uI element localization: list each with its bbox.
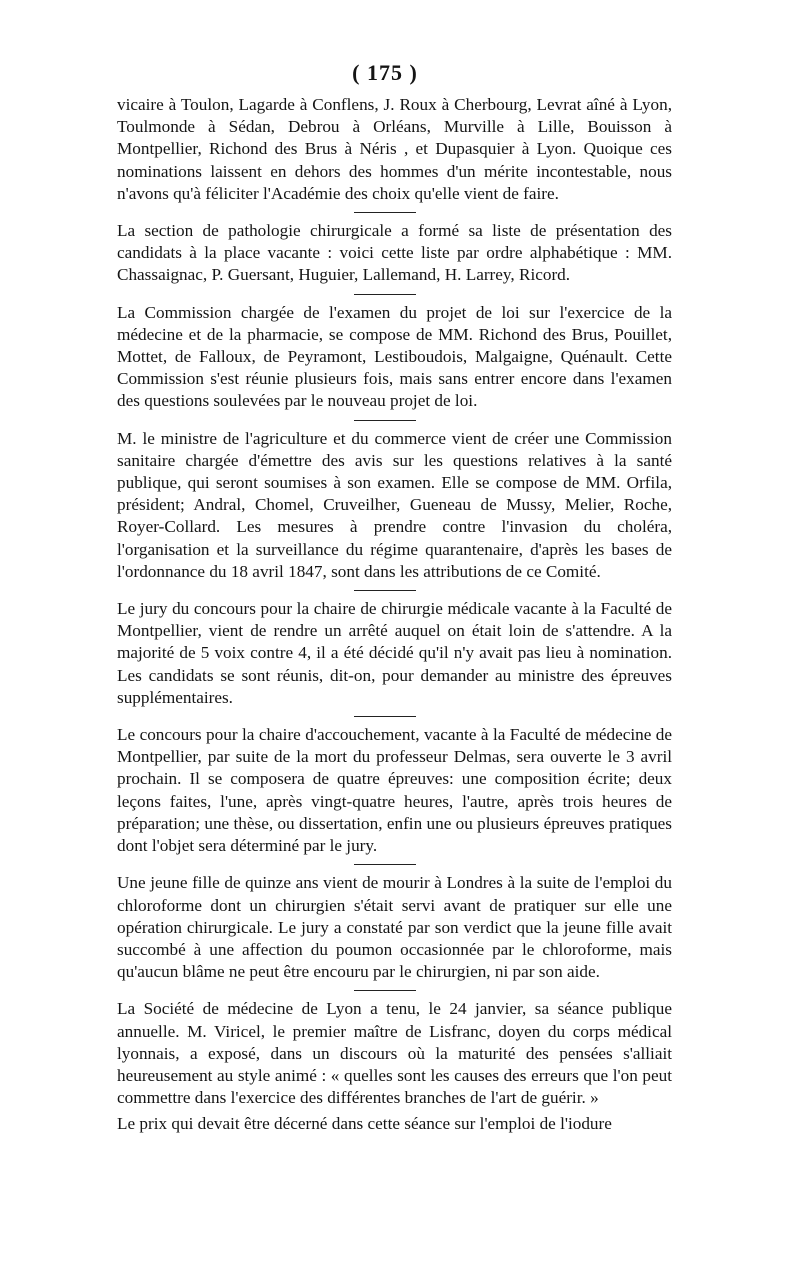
paragraph-societe-lyon: La Société de médecine de Lyon a tenu, le 24 janvier, sa séance publique annuelle. M. Viricel, le premier maître de Lisfranc, doyen du corps médical lyonnais, a exposé, dans un discours où la maturité des pensées s'alliait heureusement au style animé : « quelles sont les causes des erreurs que l'on peut commettre dans l'exercice des différentes branches de l'art de guérir. » bbox=[117, 999, 672, 1108]
page-number: ( 175 ) bbox=[352, 60, 418, 85]
separator-rule bbox=[354, 590, 416, 591]
paragraph-pathologie-chirurgicale: La section de pathologie chirurgicale a formé sa liste de présentation des candidats à la place vacante : voici cette liste par ordre alphabétique : MM. Chassaignac, P. Guersant, Huguier, Lallemand, H. Larrey, Ricord. bbox=[117, 221, 672, 285]
paragraph-prix-iodure: Le prix qui devait être décerné dans cette séance sur l'emploi de l'iodure bbox=[117, 1114, 612, 1134]
separator-rule bbox=[354, 864, 416, 865]
paragraph-jury-chirurgie: Le jury du concours pour la chaire de chirurgie médicale vacante à la Faculté de Montpellier, vient de rendre un arrêté auquel on était loin de s'attendre. A la majorité de 5 voix contre 4, il a été décidé qu'il n'y avait pas lieu à nomination. Les candidats se sont réunis, dit-on, pour demander au ministre des épreuves supplémentaires. bbox=[117, 599, 672, 707]
separator-rule bbox=[354, 990, 416, 991]
separator-rule bbox=[354, 716, 416, 717]
paragraph-commission-sanitaire: M. le ministre de l'agriculture et du commerce vient de créer une Commission sanitaire chargée d'émettre des avis sur les questions relatives à la santé publique, qui seront soumises à son examen. Elle se compose de MM. Orfila, président; Andral, Chomel, Cruveilher, Gueneau de Mussy, Melier, Roche, Royer-Collard. Les mesures à prendre contre l'invasion du choléra, l'organisation et la surveillance du régime quarantenaire, d'après les bases de l'ordonnance du 18 avril 1847, sont dans les attributions de ce Comité. bbox=[117, 428, 672, 581]
paragraph-chloroforme: Une jeune fille de quinze ans vient de mourir à Londres à la suite de l'emploi du chloroforme dont un chirurgien s'était servi avant de pratiquer sur elle une opération chirurgicale. Le jury a constaté par son verdict que la jeune fille avait succombé à une affection du poumon occasionnée par le chloroforme, mais qu'aucun blâme ne peut être encouru par le chirurgien, ni par son aide. bbox=[117, 873, 672, 982]
paragraph-commission-loi: La Commission chargée de l'examen du projet de loi sur l'exercice de la médecine et de la pharmacie, se compose de MM. Richond des Brus, Pouillet, Mottet, de Falloux, de Peyramont, Lestiboudois, Malgaigne, Quénault. Cette Commission s'est réunie plusieurs fois, mais sans entrer encore dans l'examen des questions soulevées par le nouveau projet de loi. bbox=[117, 302, 672, 411]
page-text bbox=[117, 94, 672, 1136]
separator-rule bbox=[354, 420, 416, 421]
separator-rule bbox=[354, 212, 416, 213]
paragraph-concours-accouchement: Le concours pour la chaire d'accouchement, vacante à la Faculté de médecine de Montpellier, par suite de la mort du professeur Delmas, sera ouverte le 3 avril prochain. Il se composera de quatre épreuves: une composition écrite; deux leçons faites, l'une, après vingt-quatre heures, l'autre, après trois heures de préparation; une thèse, ou dissertation, enfin une ou plusieurs épreuves pratiques dont l'objet sera déterminé par le jury. bbox=[117, 725, 672, 856]
paragraph-nominations: vicaire à Toulon, Lagarde à Conflens, J. Roux à Cherbourg, Levrat aîné à Lyon, Toulmonde à Sédan, Debrou à Orléans, Murville à Lille, Bouisson à Montpellier, Richond des Brus à Néris , et Dupasquier à Lyon. Quoique ces nominations laissent en dehors des hommes d'un mérite incontestable, nous n'avons qu'à féliciter l'Académie des choix qu'elle vient de faire. bbox=[117, 95, 672, 203]
separator-rule bbox=[354, 294, 416, 295]
